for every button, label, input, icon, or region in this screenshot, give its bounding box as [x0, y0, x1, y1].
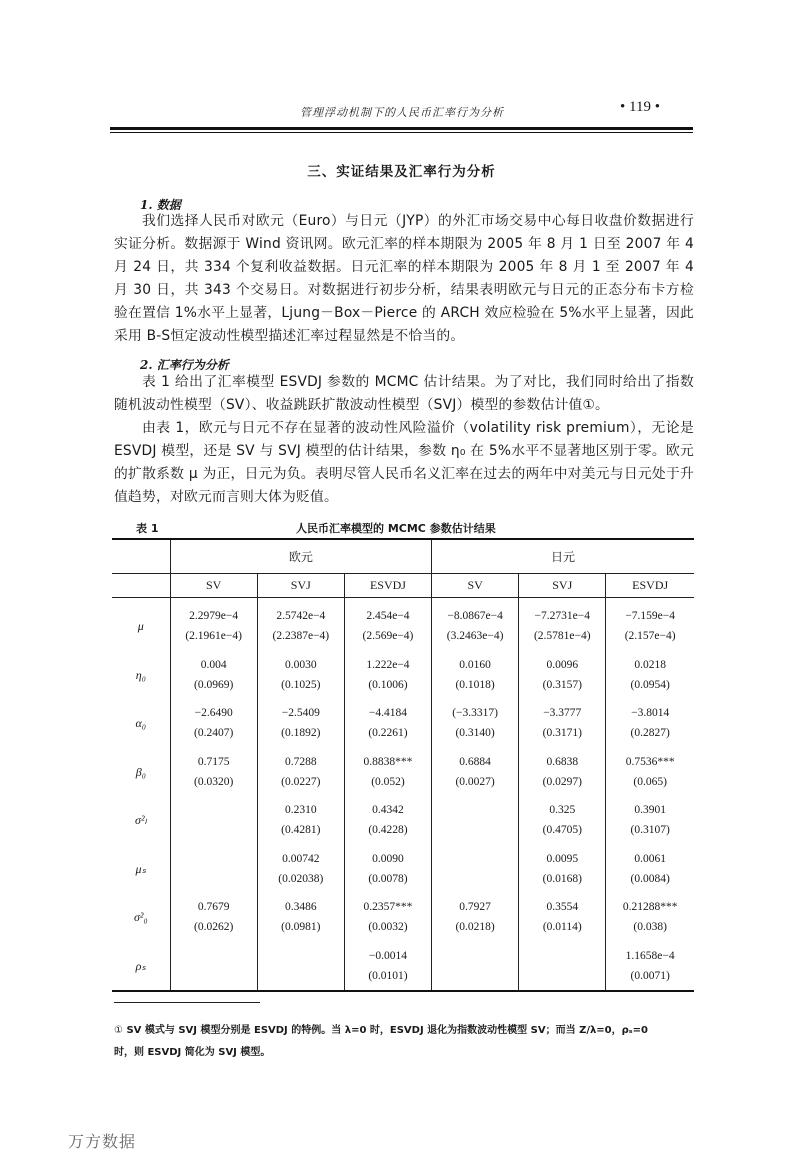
cell-estimate: 0.0096 [546, 658, 579, 671]
group-header-euro: 欧元 [170, 539, 431, 574]
cell-estimate: −2.6490 [194, 707, 233, 720]
table-cell [606, 942, 694, 992]
row-parameter: β₀ [135, 764, 146, 779]
page-number: • 119 • [620, 99, 660, 115]
table-cell [432, 651, 519, 700]
table-cell [344, 699, 431, 748]
cell-std-error: (2.569e−4) [362, 630, 414, 643]
table-model-row [112, 574, 694, 598]
table-cell [606, 893, 694, 942]
cell-estimate: 0.0160 [459, 658, 491, 671]
table-cell [257, 845, 344, 894]
table-row [112, 748, 694, 797]
cell-estimate: 0.0090 [372, 852, 404, 865]
footnote-mark: ① [114, 1025, 123, 1036]
running-head: 管理浮动机制下的人民币汇率行为分析 [300, 106, 504, 119]
paragraph: 我们选择人民币对欧元（Euro）与日元（JYP）的外汇市场交易中心每日收盘价数据进行实证分析。数据源于 Wind 资讯网。欧元汇率的样本期限为 2005 年 8 月 1 日至 2007 年 4 月 24 日，共 334 个复利收益数据。日元汇率的样本期限为 2005 年 8 月 1 至 2007 年 4 月 30 日，共 343 个交易日。对数据进行初步分析，结果表明欧元与日元的正态分布卡方检验在置信 1%水平上显著，Ljung－Box－Pierce 的 ARCH 效应检验在 5%水平上显著，因此采用 B-S恒定波动性模型描述汇率过程显然是不恰当的。 [114, 213, 694, 344]
cell-std-error: (0.0320) [194, 775, 234, 788]
table-row [112, 845, 694, 894]
cell-std-error: (2.1961e−4) [185, 630, 242, 643]
cell-estimate: −8.0867e−4 [447, 610, 503, 623]
cell-std-error: (3.2463e−4) [446, 630, 504, 643]
cell-std-error: (0.1018) [455, 678, 495, 691]
paragraph-data [114, 210, 694, 348]
table-cell [257, 796, 344, 845]
cell-estimate: 0.4342 [372, 804, 404, 817]
cell-std-error: (0.0168) [542, 872, 582, 885]
cell-std-error: (0.4705) [542, 824, 582, 837]
cell-std-error: (0.0218) [455, 921, 495, 934]
cell-estimate: −3.3777 [543, 707, 582, 720]
table-cell [344, 651, 431, 700]
cell-estimate: 0.0030 [284, 658, 317, 671]
cell-estimate: −7.2731e−4 [534, 610, 590, 623]
table-corner [112, 539, 170, 574]
cell-estimate: 0.7536*** [625, 755, 675, 768]
cell-estimate: (−3.3317) [452, 707, 498, 720]
table-cell [432, 796, 519, 845]
cell-estimate: 0.2357*** [363, 901, 413, 914]
footnote-text: SV 模式与 SVJ 模型分别是 ESVDJ 的特例。当 λ=0 时，ESVDJ 退化为指数波动性模型 SV；而当 Z/λ=0，ρₛ=0 [126, 1025, 648, 1036]
table-cell [257, 942, 344, 992]
row-parameter: μ [137, 619, 144, 634]
table-row [112, 699, 694, 748]
cell-std-error: (0.0262) [194, 921, 234, 934]
cell-estimate: −3.8014 [631, 707, 670, 720]
table-cell [344, 845, 431, 894]
cell-std-error: (0.0071) [630, 969, 670, 982]
cell-std-error: (0.4281) [281, 824, 321, 837]
table-cell [606, 748, 694, 797]
cell-std-error: (0.4228) [368, 824, 408, 837]
cell-std-error: (2.157e−4) [624, 630, 676, 643]
table-cell [606, 845, 694, 894]
table-cell [344, 942, 431, 992]
cell-estimate: 0.7175 [197, 755, 230, 768]
cell-std-error: (0.0078) [368, 872, 408, 885]
header-rule-thin [110, 132, 693, 133]
cell-estimate: 0.004 [200, 658, 227, 671]
table-cell [519, 598, 606, 651]
cell-std-error: (0.2407) [194, 727, 234, 740]
section-title: 三、实证结果及汇率行为分析 [307, 164, 496, 180]
cell-estimate: −7.159e−4 [625, 610, 676, 623]
cell-estimate: 0.0061 [634, 852, 666, 865]
table-cell [432, 942, 519, 992]
table-cell [170, 845, 257, 894]
cell-std-error: (0.2261) [368, 727, 408, 740]
footnote-line [114, 1020, 699, 1042]
subsection-heading-data: 1. 数据 [140, 198, 181, 212]
model-header: SV [432, 574, 519, 598]
table-row [112, 651, 694, 700]
cell-estimate: 2.2979e−4 [189, 610, 239, 623]
table-corner [112, 574, 170, 598]
cell-estimate: 0.3554 [546, 901, 579, 914]
cell-estimate: 1.222e−4 [366, 658, 410, 671]
model-header: SVJ [257, 574, 344, 598]
cell-std-error: (0.3171) [542, 727, 582, 740]
table-cell [519, 796, 606, 845]
table-cell [344, 748, 431, 797]
row-parameter: σ²ₗ [135, 813, 147, 828]
cell-estimate: 0.00742 [282, 852, 320, 865]
table-body [112, 598, 694, 992]
table-cell [170, 699, 257, 748]
cell-std-error: (2.2387e−4) [272, 630, 330, 643]
table-cell [170, 651, 257, 700]
cell-std-error: (0.052) [371, 775, 405, 788]
table-row [112, 942, 694, 992]
table-cell [519, 748, 606, 797]
footnote-rule [114, 1002, 260, 1003]
table-cell [170, 942, 257, 992]
table-cell [257, 598, 344, 651]
cell-std-error: (0.0101) [368, 969, 408, 982]
cell-std-error: (0.0969) [194, 678, 234, 691]
table-row [112, 893, 694, 942]
paragraph-analysis [114, 371, 694, 509]
cell-estimate: 0.7288 [284, 755, 317, 768]
row-parameter: α₀ [135, 716, 147, 731]
cell-estimate: 0.3901 [634, 804, 666, 817]
watermark: 万方数据 [68, 1132, 137, 1151]
cell-std-error: (0.2827) [630, 727, 670, 740]
table-cell [344, 598, 431, 651]
table-label: 表 1 [136, 522, 159, 535]
table-cell [432, 699, 519, 748]
table-cell [606, 651, 694, 700]
cell-std-error: (0.1025) [281, 678, 321, 691]
table-group-row [112, 539, 694, 574]
table-cell [606, 796, 694, 845]
table-cell [519, 893, 606, 942]
results-table [112, 538, 694, 992]
cell-std-error: (0.0032) [368, 921, 408, 934]
cell-std-error: (0.3107) [630, 824, 670, 837]
footnote-line: 时，则 ESVDJ 简化为 SVJ 模型。 [114, 1047, 271, 1058]
cell-estimate: 0.6884 [459, 755, 491, 768]
cell-std-error: (0.0114) [542, 921, 582, 934]
cell-std-error: (0.038) [633, 921, 667, 934]
model-header: ESVDJ [344, 574, 431, 598]
table-cell [432, 893, 519, 942]
cell-std-error: (0.02038) [278, 872, 324, 885]
cell-std-error: (0.0227) [281, 775, 321, 788]
cell-estimate: 2.454e−4 [366, 610, 410, 623]
table-title: 人民币汇率模型的 MCMC 参数估计结果 [296, 522, 496, 535]
table-cell [257, 651, 344, 700]
cell-estimate: −0.0014 [368, 949, 408, 962]
row-parameter: μₛ [135, 861, 147, 876]
table-cell [606, 699, 694, 748]
table-cell [432, 845, 519, 894]
cell-std-error: (0.065) [633, 775, 667, 788]
table-cell [344, 893, 431, 942]
cell-std-error: (0.1892) [281, 727, 321, 740]
model-header: ESVDJ [606, 574, 694, 598]
cell-estimate: −4.4184 [368, 707, 408, 720]
row-parameter: ρₛ [112, 942, 170, 992]
table-cell [257, 748, 344, 797]
table-cell [432, 748, 519, 797]
footnote [114, 1020, 699, 1064]
table-cell [519, 651, 606, 700]
cell-estimate: 0.7927 [459, 901, 491, 914]
model-header: SV [170, 574, 257, 598]
table-cell [170, 748, 257, 797]
cell-estimate: 0.21288*** [622, 901, 678, 914]
cell-std-error: (2.5781e−4) [533, 630, 591, 643]
cell-estimate: 0.7679 [197, 901, 230, 914]
paragraph: 由表 1，欧元与日元不存在显著的波动性风险溢价（volatility risk premium），无论是 ESVDJ 模型，还是 SV 与 SVJ 模型的估计结果，参数 η₀ 在 5%水平不显著地区别于零。欧元的扩散系数 μ 为正，日元为负。表明尽管人民币名义汇率在过去的两年中对美元与日元处于升值趋势，对欧元而言则大体为贬值。 [114, 420, 694, 505]
cell-std-error: (0.0027) [455, 775, 495, 788]
header-rule-thick [110, 127, 693, 130]
cell-estimate: 0.8838*** [363, 755, 413, 768]
row-parameter: σ²₀ [133, 910, 148, 925]
cell-estimate: 0.325 [549, 804, 576, 817]
row-parameter: η₀ [135, 667, 146, 682]
table-row [112, 796, 694, 845]
cell-estimate: −2.5409 [281, 707, 320, 720]
cell-estimate: 0.6838 [546, 755, 579, 768]
cell-std-error: (0.0297) [542, 775, 582, 788]
cell-estimate: 2.5742e−4 [276, 610, 326, 623]
table-cell [432, 598, 519, 651]
table-cell [606, 598, 694, 651]
table-cell [170, 598, 257, 651]
cell-std-error: (0.0981) [281, 921, 321, 934]
table-cell [170, 796, 257, 845]
cell-estimate: 0.3486 [284, 901, 317, 914]
table-cell [519, 699, 606, 748]
cell-std-error: (0.3157) [542, 678, 582, 691]
table-cell [519, 942, 606, 992]
table-cell [344, 796, 431, 845]
table-cell [519, 845, 606, 894]
table-cell [257, 699, 344, 748]
cell-std-error: (0.0084) [630, 872, 670, 885]
cell-std-error: (0.0954) [630, 678, 670, 691]
model-header: SVJ [519, 574, 606, 598]
paragraph: 表 1 给出了汇率模型 ESVDJ 参数的 MCMC 估计结果。为了对比，我们同时给出了指数随机波动性模型（SV）、收益跳跃扩散波动性模型（SVJ）模型的参数估计值①。 [114, 374, 694, 413]
table-cell [257, 893, 344, 942]
table-cell [170, 893, 257, 942]
cell-estimate: 0.0095 [546, 852, 579, 865]
cell-estimate: 1.1658e−4 [625, 949, 675, 962]
cell-std-error: (0.1006) [368, 678, 408, 691]
subsection-heading-analysis: 2. 汇率行为分析 [140, 358, 229, 372]
table-row [112, 598, 694, 651]
group-header-yen: 日元 [432, 539, 694, 574]
cell-estimate: 0.2310 [284, 804, 317, 817]
cell-std-error: (0.3140) [455, 727, 495, 740]
cell-estimate: 0.0218 [634, 658, 666, 671]
